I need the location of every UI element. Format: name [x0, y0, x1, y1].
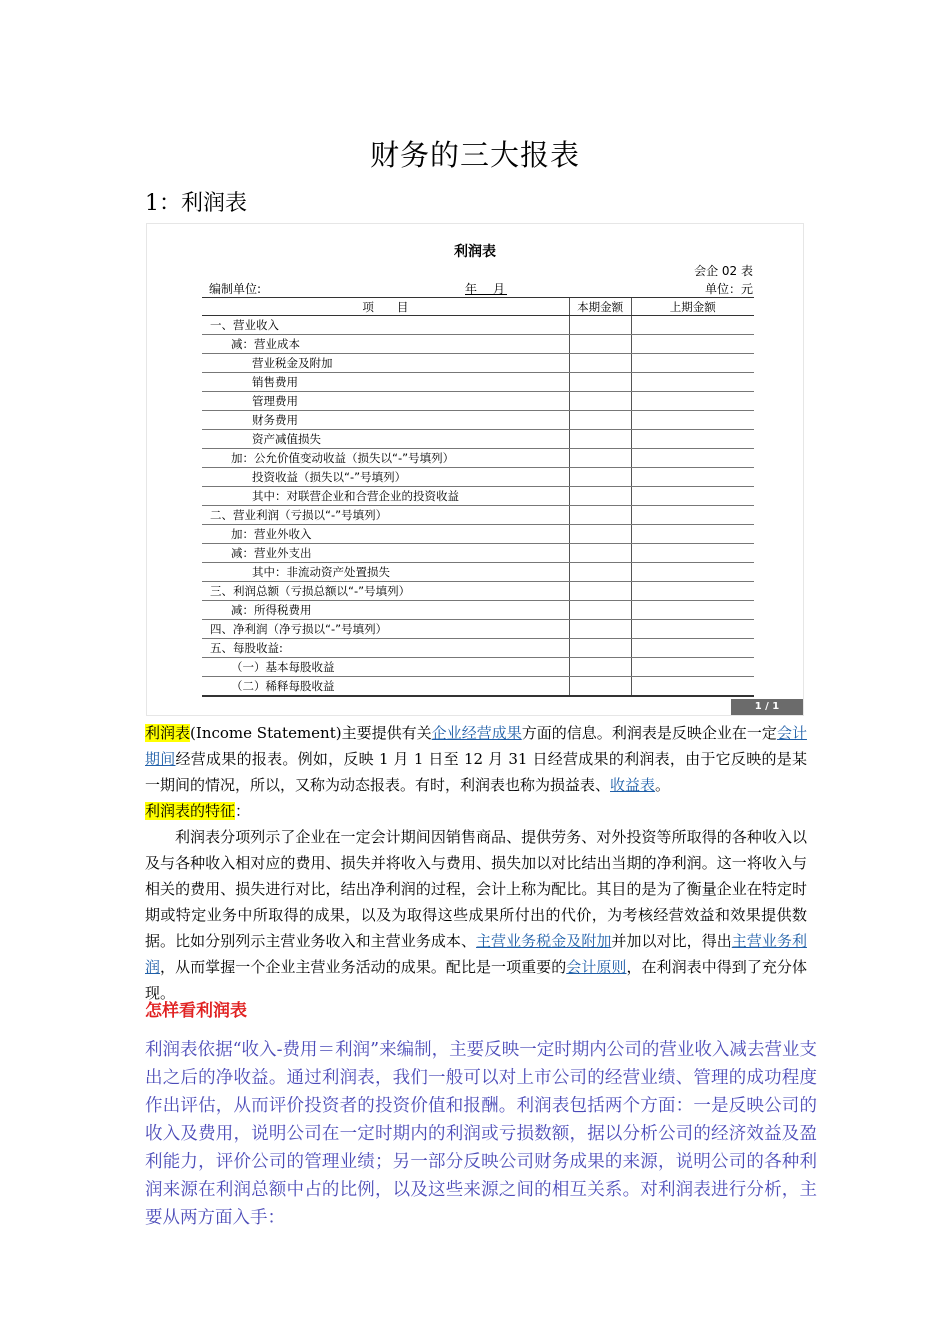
header-current-period: 本期金额 [569, 298, 631, 316]
link-income-statement[interactable]: 收益表 [610, 776, 656, 794]
prior-period-cell [631, 335, 754, 354]
prior-period-cell [631, 487, 754, 506]
current-period-cell [569, 563, 631, 582]
form-code: 会企 02 表 [694, 264, 753, 278]
statement-row-label: 加：营业外收入 [202, 525, 569, 544]
current-period-cell [569, 411, 631, 430]
feature-paragraph [145, 824, 807, 1006]
current-period-cell [569, 525, 631, 544]
currency-unit-label: 单位：元 [704, 282, 753, 296]
highlighted-term: 利润表 [145, 724, 191, 742]
header-item: 项 目 [202, 298, 569, 316]
prior-period-cell [631, 620, 754, 639]
current-period-cell [569, 620, 631, 639]
prior-period-cell [631, 449, 754, 468]
current-period-cell [569, 468, 631, 487]
link-accounting-principle[interactable]: 会计原则 [566, 958, 627, 976]
highlighted-feature-label: 利润表的特征 [145, 802, 236, 820]
definition-paragraph [145, 720, 807, 798]
current-period-cell [569, 392, 631, 411]
statement-row-label: 销售费用 [202, 373, 569, 392]
prior-period-cell [631, 430, 754, 449]
statement-row-label: 二、营业利润（亏损以“-”号填列） [202, 506, 569, 525]
how-to-read-heading: 怎样看利润表 [145, 1001, 247, 1021]
statement-row [202, 563, 754, 582]
statement-row-label: （二）稀释每股收益 [202, 677, 569, 697]
feature-label-line [145, 798, 807, 824]
text: (Income Statement)主要提供有关 [190, 724, 432, 742]
current-period-cell [569, 544, 631, 563]
statement-row [202, 392, 754, 411]
prior-period-cell [631, 582, 754, 601]
compiling-unit-label: 编制单位: [209, 282, 262, 296]
prior-period-cell [631, 563, 754, 582]
how-to-read-paragraph: 利润表依据“收入-费用＝利润”来编制，主要反映一定时期内公司的营业收入减去营业支出之后的净收益。通过利润表，我们一般可以对上市公司的经营业绩、管理的成功程度作出评估，从而评价投资者的投资价值和报酬。利润表包括两个方面：一是反映公司的收入及费用，说明公司在一定时期内的利润或亏损数额，据以分析公司的经济效益及盈利能力，评价公司的管理业绩；另一部分反映公司财务成果的来源，说明公司的各种利润来源在利润总额中占的比例，以及这些来源之间的相互关系。对利润表进行分析，主要从两方面入手： [145, 1040, 817, 1228]
page-indicator: 1 / 1 [731, 699, 803, 715]
prior-period-cell [631, 316, 754, 335]
statement-row-label: 三、利润总额（亏损总额以“-”号填列） [202, 582, 569, 601]
statement-row-label: 减：营业外支出 [202, 544, 569, 563]
statement-row [202, 411, 754, 430]
current-period-cell [569, 449, 631, 468]
statement-row-label: 投资收益（损失以“-”号填列） [202, 468, 569, 487]
current-period-cell [569, 335, 631, 354]
current-period-cell [569, 506, 631, 525]
text: 并加以对比，得出 [611, 932, 732, 950]
prior-period-cell [631, 639, 754, 658]
statement-row-label: 营业税金及附加 [202, 354, 569, 373]
statement-row [202, 620, 754, 639]
text: 利润表分项列示了企业在一定会计期间因销售商品、提供劳务、对外投资等所取得的各种收入以及与各种收入相对应的费用、损失并将收入与费用、损失加以对比结出当期的净利润。这一将收入与相关的费用、损失进行对比，结出净利润的过程，会计上称为配比。其目的是为了衡量企业在特定时期或特定业务中所取得的成果，以及为取得这些成果所付出的代价，为考核经营效益和效果提供数据。比如分别列示主营业务收入和主营业务成本、 [145, 828, 807, 950]
statement-row-label: 资产减值损失 [202, 430, 569, 449]
statement-row [202, 449, 754, 468]
current-period-cell [569, 487, 631, 506]
statement-row [202, 468, 754, 487]
statement-row-label: 一、营业收入 [202, 316, 569, 335]
statement-row [202, 525, 754, 544]
statement-row-label: 财务费用 [202, 411, 569, 430]
prior-period-cell [631, 601, 754, 620]
statement-row [202, 335, 754, 354]
prior-period-cell [631, 525, 754, 544]
text: 经营成果的报表。例如，反映 1 月 1 日至 12 月 31 日经营成果的利润表，由于它反映的是某一期间的情况，所以，又称为动态报表。有时，利润表也称为损益表、 [145, 750, 807, 794]
prior-period-cell [631, 544, 754, 563]
statement-title: 利润表 [454, 244, 496, 260]
statement-row-label: 减：营业成本 [202, 335, 569, 354]
text: 方面的信息。利润表是反映企业在一定 [521, 724, 777, 742]
statement-row-label: （一）基本每股收益 [202, 658, 569, 677]
page-title: 财务的三大报表 [369, 138, 580, 172]
statement-row [202, 487, 754, 506]
header-prior-period: 上期金额 [631, 298, 754, 316]
link-main-business-profit[interactable]: 主营业务利润 [145, 932, 807, 976]
prior-period-cell [631, 468, 754, 487]
current-period-cell [569, 658, 631, 677]
link-main-business-tax[interactable]: 主营业务税金及附加 [476, 932, 612, 950]
text: 。 [655, 776, 671, 794]
text: ： [235, 802, 251, 820]
statement-row-label: 其中：非流动资产处置损失 [202, 563, 569, 582]
statement-row [202, 506, 754, 525]
link-business-results[interactable]: 企业经营成果 [431, 724, 522, 742]
statement-row [202, 354, 754, 373]
prior-period-cell [631, 354, 754, 373]
statement-row [202, 544, 754, 563]
statement-row-label: 五、每股收益: [202, 639, 569, 658]
current-period-cell [569, 316, 631, 335]
current-period-cell [569, 639, 631, 658]
statement-row [202, 677, 754, 697]
current-period-cell [569, 601, 631, 620]
period-label: 年 月 [465, 282, 508, 296]
prior-period-cell [631, 658, 754, 677]
prior-period-cell [631, 677, 754, 697]
statement-row [202, 582, 754, 601]
text: ，从而掌握一个企业主营业务活动的成果。配比是一项重要的 [160, 958, 567, 976]
statement-row [202, 639, 754, 658]
statement-row-label: 四、净利润（净亏损以“-”号填列） [202, 620, 569, 639]
statement-row-label: 管理费用 [202, 392, 569, 411]
statement-row [202, 316, 754, 335]
prior-period-cell [631, 506, 754, 525]
prior-period-cell [631, 392, 754, 411]
current-period-cell [569, 677, 631, 697]
prior-period-cell [631, 373, 754, 392]
current-period-cell [569, 354, 631, 373]
statement-row [202, 601, 754, 620]
current-period-cell [569, 582, 631, 601]
section-heading: 1：利润表 [145, 191, 247, 216]
statement-row-label: 减：所得税费用 [202, 601, 569, 620]
statement-table [202, 297, 754, 697]
prior-period-cell [631, 411, 754, 430]
statement-row-label: 其中：对联营企业和合营企业的投资收益 [202, 487, 569, 506]
statement-row [202, 373, 754, 392]
statement-row-label: 加：公允价值变动收益（损失以“-”号填列） [202, 449, 569, 468]
link-accounting-period[interactable]: 会计期间 [145, 724, 807, 768]
current-period-cell [569, 373, 631, 392]
current-period-cell [569, 430, 631, 449]
statement-row [202, 430, 754, 449]
statement-row [202, 658, 754, 677]
income-statement-image [146, 223, 804, 716]
text: ，在利润表中得到了充分体现。 [145, 958, 807, 1002]
